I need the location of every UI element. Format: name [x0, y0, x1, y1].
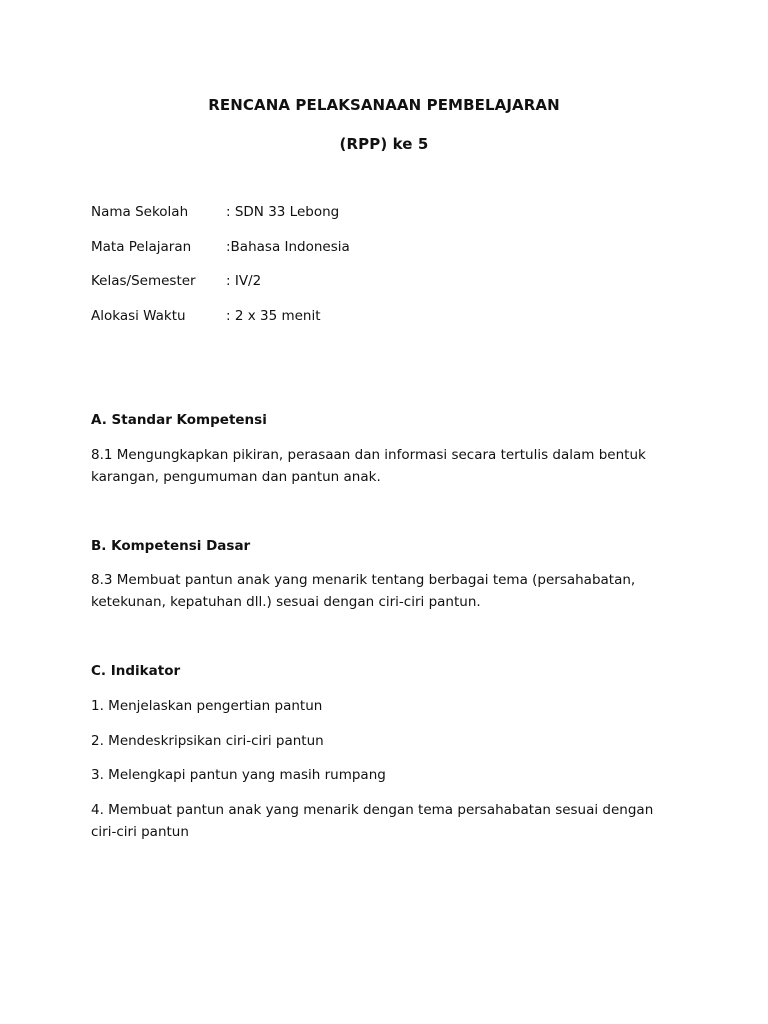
info-value: : 2 x 35 menit — [226, 308, 321, 324]
info-value: :Bahasa Indonesia — [226, 239, 350, 255]
indicator-item-4: 4. Membuat pantun anak yang menarik dengan tema persahabatan sesuai dengan ciri-ciri pantun — [91, 802, 654, 840]
indicator-item-2: 2. Mendeskripsikan ciri-ciri pantun — [91, 733, 324, 749]
info-label: Mata Pelajaran — [91, 239, 192, 255]
info-label: Alokasi Waktu — [91, 308, 186, 324]
section-b-heading: B. Kompetensi Dasar — [91, 538, 251, 554]
section-b-text: 8.3 Membuat pantun anak yang menarik tentang berbagai tema (persahabatan, ketekunan, kepatuhan dll.) sesuai dengan ciri-ciri pantun. — [91, 572, 636, 610]
section-c-heading: C. Indikator — [91, 663, 181, 679]
indicator-item-3: 3. Melengkapi pantun yang masih rumpang — [91, 767, 386, 783]
info-value: : IV/2 — [226, 273, 262, 289]
document-title: RENCANA PELAKSANAAN PEMBELAJARAN — [208, 96, 560, 114]
info-label: Kelas/Semester — [91, 273, 196, 289]
info-label: Nama Sekolah — [91, 204, 189, 220]
document-subtitle: (RPP) ke 5 — [339, 135, 429, 153]
section-a-text: 8.1 Mengungkapkan pikiran, perasaan dan informasi secara tertulis dalam bentuk karangan, pengumuman dan pantun anak. — [91, 447, 646, 485]
indicator-item-1: 1. Menjelaskan pengertian pantun — [91, 698, 323, 714]
info-value: : SDN 33 Lebong — [226, 204, 340, 220]
section-a-heading: A. Standar Kompetensi — [91, 412, 267, 428]
